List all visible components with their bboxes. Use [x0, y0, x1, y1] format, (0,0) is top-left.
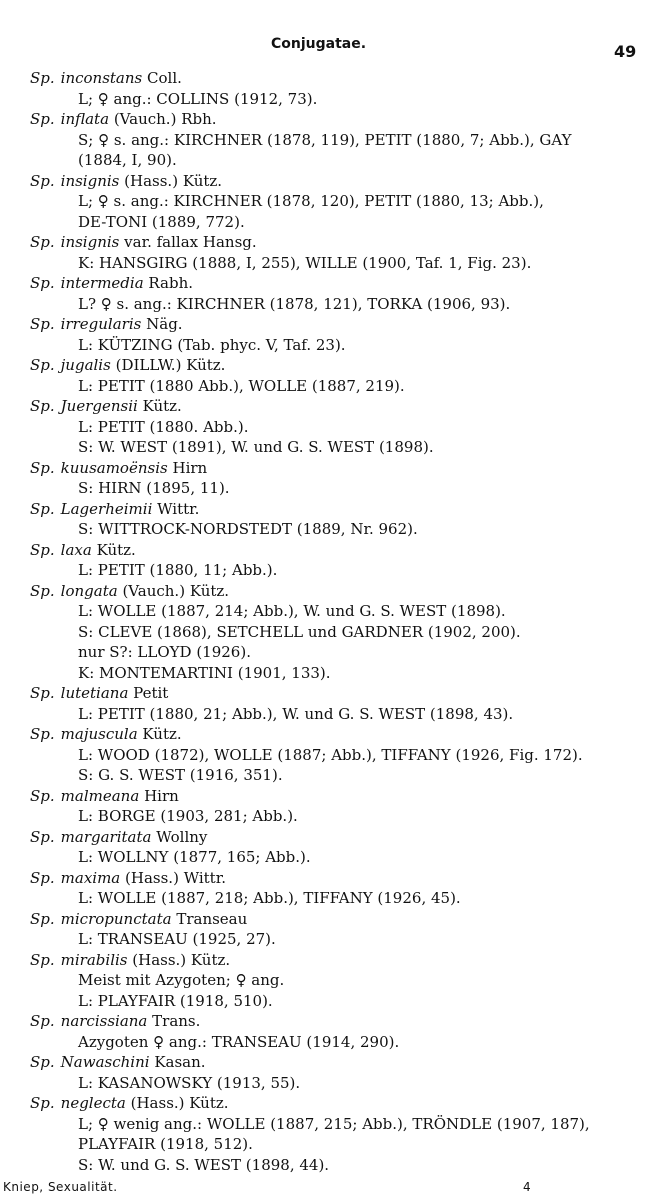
- species-author: (Vauch.) Kütz.: [122, 581, 230, 600]
- species-author: Hirn: [172, 458, 208, 477]
- genus-abbreviation: Sp.: [30, 1012, 55, 1030]
- species-name: lutetiana: [60, 684, 129, 702]
- species-author: Transeau: [176, 909, 248, 928]
- reference-line: L; ♀ s. ang.: KIRCHNER (1878, 120), PETIT (1880, 13; Abb.),: [78, 192, 544, 210]
- reference-line: L: PETIT (1880, 11; Abb.).: [78, 561, 278, 579]
- reference-line: S: W. und G. S. WEST (1898, 44).: [78, 1155, 330, 1174]
- reference-line: L: PETIT (1880, 21; Abb.), W. und G. S. WEST (1898, 43).: [78, 704, 514, 723]
- genus-abbreviation: Sp.: [30, 315, 55, 333]
- species-name: micropunctata: [60, 909, 172, 928]
- species-name: malmeana: [60, 786, 140, 805]
- genus-abbreviation: Sp.: [30, 69, 55, 87]
- genus-abbreviation: Sp.: [30, 458, 55, 477]
- reference-line: L: WOOD (1872), WOLLE (1887; Abb.), TIFFANY (1926, Fig. 172).: [78, 745, 583, 764]
- species-name: inconstans: [60, 69, 143, 87]
- reference-line: L: BORGE (1903, 281; Abb.).: [78, 807, 298, 825]
- reference-line: L: PLAYFAIR (1918, 510).: [78, 991, 273, 1010]
- species-author: Näg.: [146, 315, 183, 333]
- species-name: maxima: [60, 868, 121, 887]
- genus-abbreviation: Sp.: [30, 397, 55, 415]
- genus-abbreviation: Sp.: [30, 909, 55, 928]
- species-entry: [0, 540, 650, 561]
- species-author: Petit: [133, 684, 169, 702]
- species-name: kuusamoënsis: [60, 458, 168, 477]
- reference-line: S: WITTROCK-NORDSTEDT (1889, Nr. 962).: [78, 520, 418, 538]
- genus-abbreviation: Sp.: [30, 684, 55, 702]
- species-author: Trans.: [152, 1012, 201, 1030]
- species-name: jugalis: [60, 356, 111, 374]
- species-entry: [0, 950, 650, 971]
- species-author: Kütz.: [96, 540, 136, 559]
- species-name: mirabilis: [60, 950, 128, 969]
- reference-line: K: HANSGIRG (1888, I, 255), WILLE (1900, Taf. 1, Fig. 23).: [78, 253, 532, 272]
- species-author: Hirn: [144, 786, 179, 805]
- species-name: insignis: [60, 171, 120, 190]
- genus-abbreviation: Sp.: [30, 540, 55, 559]
- printer-signature: Kniep, Sexualität.: [3, 1180, 118, 1194]
- genus-abbreviation: Sp.: [30, 725, 55, 743]
- species-name: margaritata: [60, 827, 152, 846]
- entry-list: [0, 68, 650, 1175]
- species-entry: [0, 1011, 650, 1032]
- genus-abbreviation: Sp.: [30, 950, 55, 969]
- genus-abbreviation: Sp.: [30, 827, 55, 846]
- reference-line: L: KÜTZING (Tab. phyc. V, Taf. 23).: [78, 335, 346, 354]
- species-author: (Hass.) Kütz.: [132, 950, 231, 969]
- species-name: irregularis: [60, 315, 142, 333]
- genus-abbreviation: Sp.: [30, 110, 55, 128]
- species-entry: [0, 724, 650, 745]
- species-entry: [0, 232, 650, 253]
- species-name: intermedia: [60, 274, 144, 292]
- reference-line: L: PETIT (1880 Abb.), WOLLE (1887, 219).: [78, 376, 405, 395]
- reference-line: K: MONTEMARTINI (1901, 133).: [78, 663, 331, 682]
- page-number: 49: [614, 42, 637, 61]
- species-name: Nawaschini: [60, 1053, 150, 1071]
- reference-line: L: PETIT (1880. Abb.).: [78, 417, 249, 436]
- reference-continuation: (1884, I, 90).: [78, 151, 177, 169]
- species-author: (Hass.) Kütz.: [130, 1094, 229, 1112]
- reference-line: L: WOLLE (1887, 214; Abb.), W. und G. S. WEST (1898).: [78, 602, 506, 620]
- reference-line: S: CLEVE (1868), SETCHELL und GARDNER (1902, 200).: [78, 622, 521, 641]
- species-author: Kütz.: [142, 397, 182, 415]
- species-entry: [0, 786, 650, 807]
- species-entry: [0, 1052, 650, 1073]
- species-entry: [0, 355, 650, 376]
- genus-abbreviation: Sp.: [30, 1094, 55, 1112]
- species-name: majuscula: [60, 725, 138, 743]
- reference-line: L: TRANSEAU (1925, 27).: [78, 930, 276, 948]
- genus-abbreviation: Sp.: [30, 868, 55, 887]
- species-author: Wittr.: [157, 499, 200, 518]
- species-entry: [0, 827, 650, 848]
- species-author: Rabh.: [148, 274, 194, 292]
- species-name: Lagerheimii: [60, 499, 153, 518]
- genus-abbreviation: Sp.: [30, 499, 55, 518]
- reference-continuation: PLAYFAIR (1918, 512).: [78, 1135, 253, 1153]
- reference-continuation: DE-TONI (1889, 772).: [78, 212, 245, 231]
- species-author: Coll.: [147, 69, 182, 87]
- species-entry: [0, 499, 650, 520]
- species-entry: [0, 581, 650, 602]
- species-author: (Hass.) Kütz.: [124, 171, 223, 190]
- genus-abbreviation: Sp.: [30, 1053, 55, 1071]
- species-entry: [0, 868, 650, 889]
- species-author: (DILLW.) Kütz.: [115, 356, 226, 374]
- reference-line: S: W. WEST (1891), W. und G. S. WEST (1898).: [78, 438, 434, 456]
- page-footer: [0, 1180, 650, 1200]
- species-entry: [0, 458, 650, 479]
- species-author: Wollny: [156, 827, 208, 846]
- reference-line: L? ♀ s. ang.: KIRCHNER (1878, 121), TORKA (1906, 93).: [78, 294, 511, 313]
- reference-line: L: KASANOWSKY (1913, 55).: [78, 1073, 301, 1092]
- reference-line: L; ♀ wenig ang.: WOLLE (1887, 215; Abb.), TRÖNDLE (1907, 187),: [78, 1114, 590, 1133]
- genus-abbreviation: Sp.: [30, 581, 55, 600]
- species-entry: [0, 68, 650, 89]
- species-author: var. fallax Hansg.: [124, 233, 257, 251]
- reference-line: L: WOLLNY (1877, 165; Abb.).: [78, 848, 311, 866]
- reference-line: S: G. S. WEST (1916, 351).: [78, 766, 283, 784]
- species-name: insignis: [60, 233, 120, 251]
- species-entry: [0, 171, 650, 192]
- species-entry: [0, 683, 650, 704]
- sheet-number: 4: [523, 1180, 531, 1194]
- reference-line: S; ♀ s. ang.: KIRCHNER (1878, 119), PETIT (1880, 7; Abb.), GAY: [78, 130, 572, 149]
- species-entry: [0, 273, 650, 294]
- species-author: (Hass.) Wittr.: [125, 868, 226, 887]
- genus-abbreviation: Sp.: [30, 786, 55, 805]
- reference-line: Azygoten ♀ ang.: TRANSEAU (1914, 290).: [78, 1032, 400, 1051]
- species-author: Kasan.: [154, 1053, 206, 1071]
- genus-abbreviation: Sp.: [30, 233, 55, 251]
- species-entry: [0, 109, 650, 130]
- genus-abbreviation: Sp.: [30, 356, 55, 374]
- species-name: Juergensii: [60, 397, 138, 415]
- species-name: inflata: [60, 110, 110, 128]
- species-name: neglecta: [60, 1094, 126, 1112]
- species-entry: [0, 396, 650, 417]
- species-entry: [0, 909, 650, 930]
- page-header: [0, 36, 650, 60]
- reference-line: L; ♀ ang.: COLLINS (1912, 73).: [78, 89, 318, 108]
- genus-abbreviation: Sp.: [30, 274, 55, 292]
- reference-line: S: HIRN (1895, 11).: [78, 479, 230, 497]
- species-author: Kütz.: [142, 725, 182, 743]
- species-name: laxa: [60, 540, 92, 559]
- species-entry: [0, 314, 650, 335]
- genus-abbreviation: Sp.: [30, 171, 55, 190]
- reference-line: nur S?: LLOYD (1926).: [78, 643, 251, 661]
- species-author: (Vauch.) Rbh.: [113, 110, 217, 128]
- reference-line: Meist mit Azygoten; ♀ ang.: [78, 971, 285, 989]
- species-name: longata: [60, 581, 118, 600]
- species-name: narcissiana: [60, 1012, 148, 1030]
- reference-line: L: WOLLE (1887, 218; Abb.), TIFFANY (1926, 45).: [78, 889, 461, 907]
- species-entry: [0, 1093, 650, 1114]
- running-title: Conjugatae.: [271, 36, 367, 52]
